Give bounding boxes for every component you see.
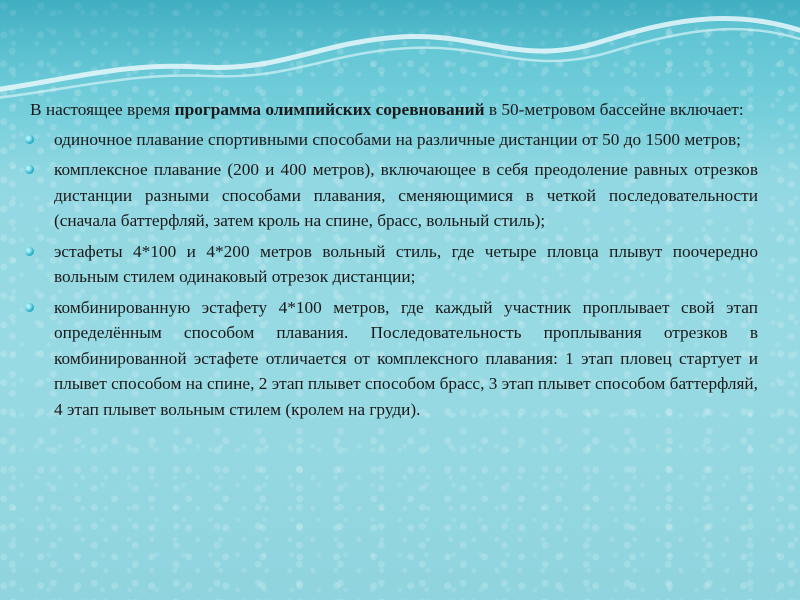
bullet-icon	[25, 247, 34, 256]
intro-paragraph	[22, 97, 758, 123]
list-item	[22, 157, 758, 234]
intro-text-end: в 50-метровом бассейне включает:	[484, 100, 744, 119]
list-item	[22, 295, 758, 423]
slide-content	[22, 97, 758, 427]
intro-text-start: В настоящее время	[30, 100, 175, 119]
list-item	[22, 127, 758, 153]
list-item	[22, 239, 758, 290]
bullet-list	[22, 127, 758, 423]
list-item-text: одиночное плавание спортивными способами на различные дистанции от 50 до 1500 метров;	[54, 129, 741, 149]
list-item-text: комплексное плавание (200 и 400 метров), включающее в себя преодоление равных отрезков дистанции разными способами плавания, сменяющимися в четкой последовательности (сначала баттерфляй, затем кроль на спине, брасс, вольный стиль);	[54, 160, 758, 230]
list-item-text: комбинированную эстафету 4*100 метров, где каждый участник проплывает свой этап определённым способом плавания. Последовательность проплывания отрезков в комбинированной эстафете отличается от комплексного плавания: 1 этап пловец стартует и плывет способом на спине, 2 этап плывет способом брасс, 3 этап плывет способом баттерфляй, 4 этап плывет вольным стилем (кролем на груди).	[54, 297, 758, 419]
bullet-icon	[25, 303, 34, 312]
bullet-icon	[25, 135, 34, 144]
wave-decoration	[0, 0, 800, 105]
bullet-icon	[25, 165, 34, 174]
intro-bold-text: программа олимпийских соревнований	[174, 100, 485, 119]
list-item-text: эстафеты 4*100 и 4*200 метров вольный стиль, где четыре пловца плывут поочередно вольным стилем одинаковый отрезок дистанции;	[54, 241, 758, 286]
